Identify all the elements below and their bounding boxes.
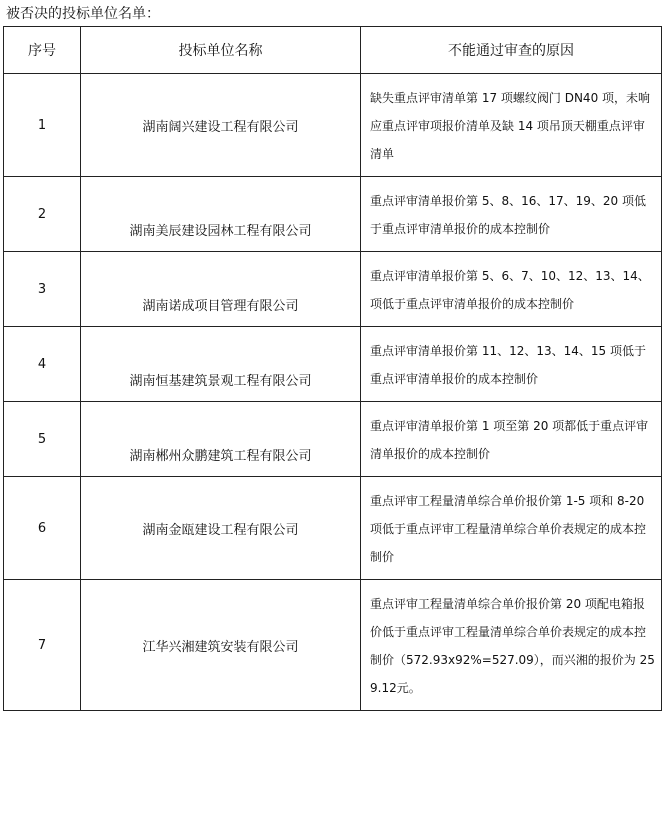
row-company: 江华兴湘建筑安装有限公司 bbox=[81, 580, 361, 711]
row-reason: 重点评审工程量清单综合单价报价第 1-5 项和 8-20 项低于重点评审工程量清单综合单价表规定的成本控制价 bbox=[361, 477, 662, 580]
header-reason: 不能通过审查的原因 bbox=[361, 27, 662, 74]
table-row bbox=[4, 402, 662, 477]
row-index: 6 bbox=[4, 477, 81, 580]
row-reason: 重点评审清单报价第 5、8、16、17、19、20 项低于重点评审清单报价的成本控制价 bbox=[361, 177, 662, 252]
row-company: 湖南美辰建设园林工程有限公司 bbox=[81, 177, 361, 252]
row-reason: 重点评审清单报价第 5、6、7、10、12、13、14、项低于重点评审清单报价的成本控制价 bbox=[361, 252, 662, 327]
row-company: 湖南诺成项目管理有限公司 bbox=[81, 252, 361, 327]
header-company: 投标单位名称 bbox=[81, 27, 361, 74]
table-row bbox=[4, 177, 662, 252]
table-caption: 被否决的投标单位名单： bbox=[6, 6, 160, 22]
row-reason: 缺失重点评审清单第 17 项螺纹阀门 DN40 项，未响应重点评审项报价清单及缺 14 项吊顶天棚重点评审清单 bbox=[361, 74, 662, 177]
row-company: 湖南金瓯建设工程有限公司 bbox=[81, 477, 361, 580]
row-index: 1 bbox=[4, 74, 81, 177]
table-header-row bbox=[4, 27, 662, 74]
row-index: 5 bbox=[4, 402, 81, 477]
row-index: 2 bbox=[4, 177, 81, 252]
row-index: 4 bbox=[4, 327, 81, 402]
table-row bbox=[4, 580, 662, 711]
header-index: 序号 bbox=[4, 27, 81, 74]
row-company: 湖南恒基建筑景观工程有限公司 bbox=[81, 327, 361, 402]
rejected-bidders-table bbox=[3, 26, 662, 711]
row-reason: 重点评审工程量清单综合单价报价第 20 项配电箱报价低于重点评审工程量清单综合单价表规定的成本控制价（572.93x92%=527.09），而兴湘的报价为 259.12元。 bbox=[361, 580, 662, 711]
table-row bbox=[4, 477, 662, 580]
row-reason: 重点评审清单报价第 1 项至第 20 项都低于重点评审清单报价的成本控制价 bbox=[361, 402, 662, 477]
row-reason: 重点评审清单报价第 11、12、13、14、15 项低于重点评审清单报价的成本控制价 bbox=[361, 327, 662, 402]
row-index: 7 bbox=[4, 580, 81, 711]
table-row bbox=[4, 327, 662, 402]
table-row bbox=[4, 252, 662, 327]
row-company: 湖南郴州众鹏建筑工程有限公司 bbox=[81, 402, 361, 477]
row-index: 3 bbox=[4, 252, 81, 327]
table-row bbox=[4, 74, 662, 177]
row-company: 湖南阔兴建设工程有限公司 bbox=[81, 74, 361, 177]
